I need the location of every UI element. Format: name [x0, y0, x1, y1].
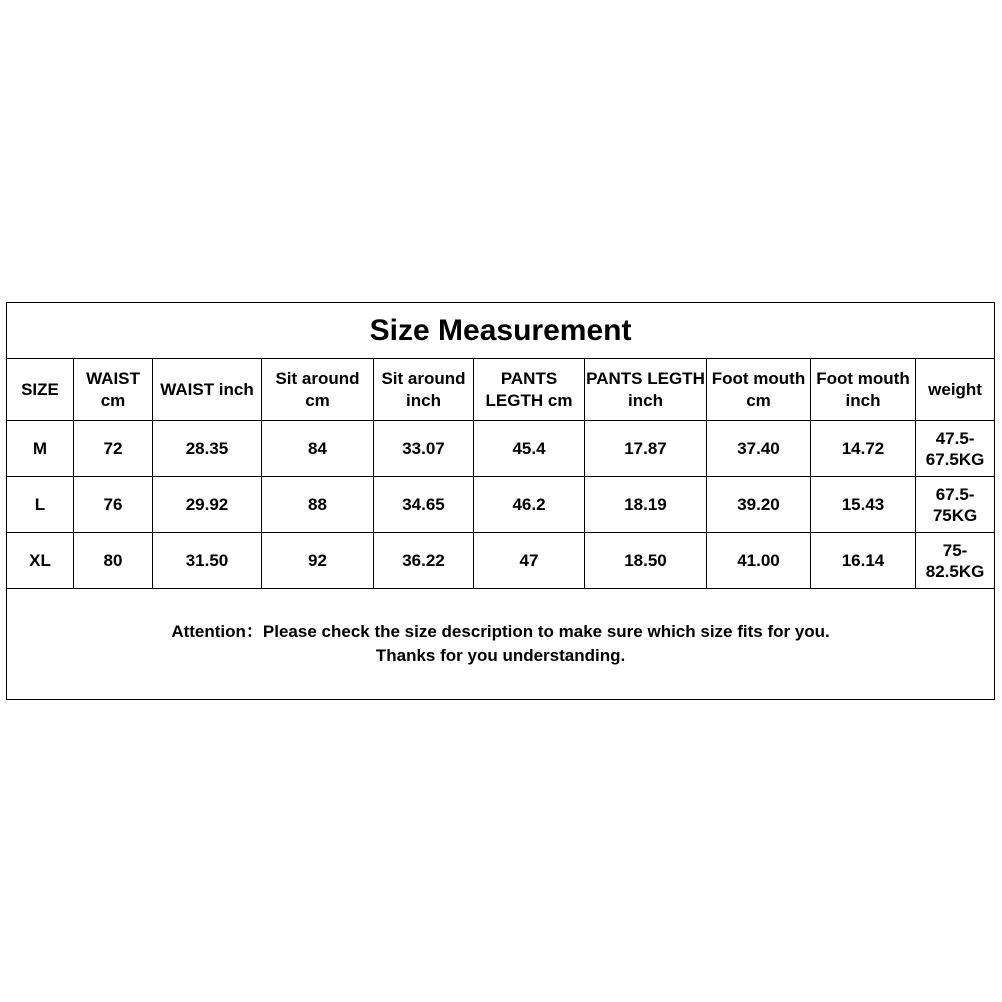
chart-title: Size Measurement — [7, 303, 995, 359]
table-cell: 47 — [474, 533, 585, 589]
column-header-foot-mouth-cm: Foot mouth cm — [707, 359, 811, 421]
column-header-size: SIZE — [7, 359, 74, 421]
table-row — [7, 421, 995, 477]
table-cell: 41.00 — [707, 533, 811, 589]
attention-text: Attention：Please check the size description to make sure which size fits for you. — [171, 622, 830, 641]
table-cell: 29.92 — [153, 477, 262, 533]
table-cell: 34.65 — [374, 477, 474, 533]
table-cell: 16.14 — [811, 533, 916, 589]
table-cell: 15.43 — [811, 477, 916, 533]
column-header-foot-mouth-inch: Foot mouth inch — [811, 359, 916, 421]
column-header-waist-cm: WAIST cm — [74, 359, 153, 421]
table-cell-weight: 75-82.5KG — [916, 533, 995, 589]
table-cell: 37.40 — [707, 421, 811, 477]
column-header-pants-length-inch: PANTS LEGTH inch — [585, 359, 707, 421]
table-cell-size: L — [7, 477, 74, 533]
column-header-waist-inch: WAIST inch — [153, 359, 262, 421]
table-cell: 88 — [262, 477, 374, 533]
table-cell: 17.87 — [585, 421, 707, 477]
table-row — [7, 477, 995, 533]
table-cell: 31.50 — [153, 533, 262, 589]
attention-note — [7, 589, 995, 700]
thanks-text: Thanks for you understanding. — [375, 646, 626, 665]
table-cell: 84 — [262, 421, 374, 477]
table-cell-weight: 47.5-67.5KG — [916, 421, 995, 477]
column-header-sit-around-cm: Sit around cm — [262, 359, 374, 421]
header-row — [7, 359, 995, 421]
column-header-weight: weight — [916, 359, 995, 421]
table-cell: 18.19 — [585, 477, 707, 533]
table-cell: 18.50 — [585, 533, 707, 589]
table-cell: 28.35 — [153, 421, 262, 477]
size-chart-table — [6, 302, 995, 700]
table-cell: 46.2 — [474, 477, 585, 533]
table-cell: 72 — [74, 421, 153, 477]
column-header-sit-around-inch: Sit around inch — [374, 359, 474, 421]
table-cell: 14.72 — [811, 421, 916, 477]
table-cell: 80 — [74, 533, 153, 589]
table-cell: 45.4 — [474, 421, 585, 477]
table-cell-weight: 67.5-75KG — [916, 477, 995, 533]
table-row — [7, 533, 995, 589]
table-cell: 76 — [74, 477, 153, 533]
table-cell: 33.07 — [374, 421, 474, 477]
table-cell: 39.20 — [707, 477, 811, 533]
table-cell-size: XL — [7, 533, 74, 589]
table-cell: 92 — [262, 533, 374, 589]
column-header-pants-length-cm: PANTS LEGTH cm — [474, 359, 585, 421]
table-cell: 36.22 — [374, 533, 474, 589]
table-cell-size: M — [7, 421, 74, 477]
